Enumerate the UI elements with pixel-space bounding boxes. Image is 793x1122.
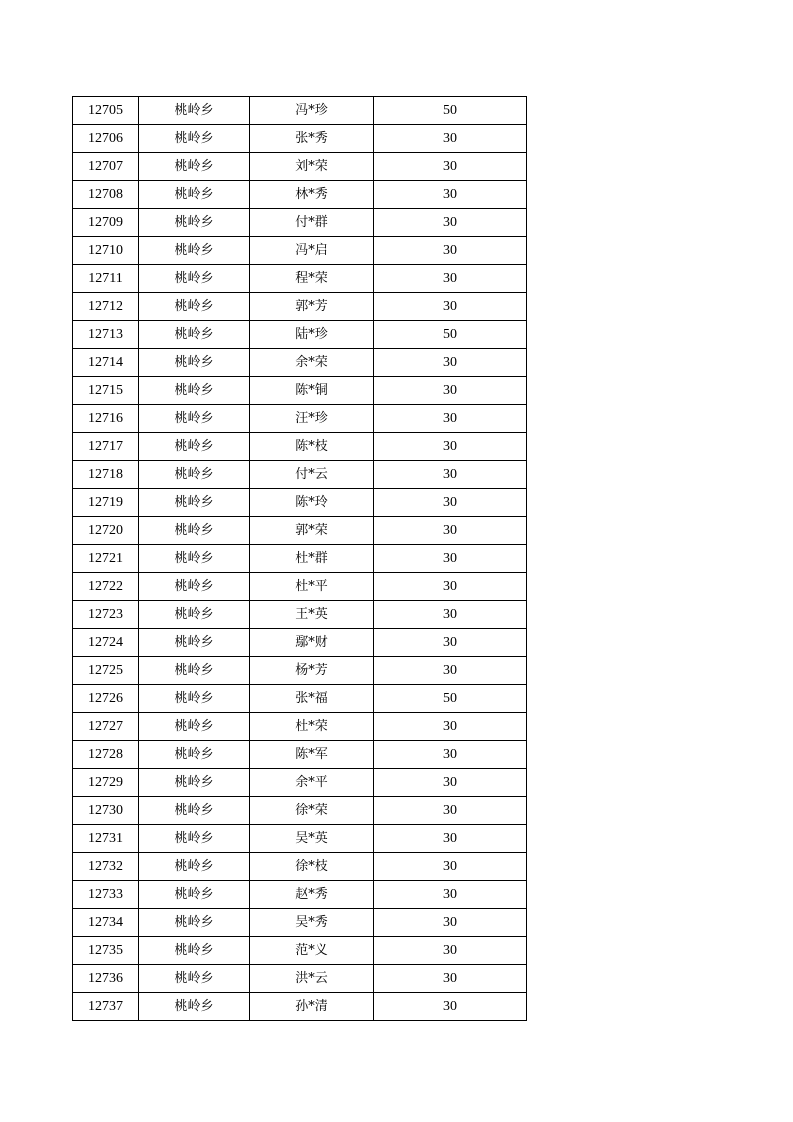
row-id-cell: 12720	[73, 517, 139, 545]
table-row	[73, 657, 527, 685]
person-name-cell: 杜*平	[250, 573, 374, 601]
person-name-cell: 孙*清	[250, 993, 374, 1021]
amount-cell: 30	[374, 713, 527, 741]
person-name-cell: 陆*珍	[250, 321, 374, 349]
township-cell: 桃岭乡	[139, 433, 250, 461]
person-name-cell: 鄢*财	[250, 629, 374, 657]
township-cell: 桃岭乡	[139, 461, 250, 489]
township-cell: 桃岭乡	[139, 181, 250, 209]
amount-cell: 30	[374, 209, 527, 237]
township-cell: 桃岭乡	[139, 797, 250, 825]
person-name-cell: 吴*秀	[250, 909, 374, 937]
township-cell: 桃岭乡	[139, 125, 250, 153]
person-name-cell: 洪*云	[250, 965, 374, 993]
amount-cell: 30	[374, 965, 527, 993]
row-id-cell: 12723	[73, 601, 139, 629]
table-row	[73, 545, 527, 573]
data-table	[72, 96, 527, 1021]
township-cell: 桃岭乡	[139, 993, 250, 1021]
amount-cell: 30	[374, 153, 527, 181]
row-id-cell: 12707	[73, 153, 139, 181]
row-id-cell: 12727	[73, 713, 139, 741]
table-row	[73, 629, 527, 657]
township-cell: 桃岭乡	[139, 741, 250, 769]
table-row	[73, 293, 527, 321]
amount-cell: 50	[374, 685, 527, 713]
row-id-cell: 12733	[73, 881, 139, 909]
township-cell: 桃岭乡	[139, 349, 250, 377]
township-cell: 桃岭乡	[139, 377, 250, 405]
person-name-cell: 林*秀	[250, 181, 374, 209]
row-id-cell: 12736	[73, 965, 139, 993]
amount-cell: 50	[374, 97, 527, 125]
table-body	[73, 97, 527, 1021]
amount-cell: 30	[374, 797, 527, 825]
amount-cell: 30	[374, 517, 527, 545]
amount-cell: 30	[374, 377, 527, 405]
person-name-cell: 张*福	[250, 685, 374, 713]
person-name-cell: 刘*荣	[250, 153, 374, 181]
table-row	[73, 377, 527, 405]
amount-cell: 30	[374, 125, 527, 153]
township-cell: 桃岭乡	[139, 601, 250, 629]
row-id-cell: 12724	[73, 629, 139, 657]
row-id-cell: 12718	[73, 461, 139, 489]
person-name-cell: 王*英	[250, 601, 374, 629]
table-row	[73, 405, 527, 433]
row-id-cell: 12716	[73, 405, 139, 433]
table-row	[73, 125, 527, 153]
amount-cell: 30	[374, 993, 527, 1021]
row-id-cell: 12732	[73, 853, 139, 881]
table-row	[73, 685, 527, 713]
township-cell: 桃岭乡	[139, 405, 250, 433]
person-name-cell: 余*平	[250, 769, 374, 797]
amount-cell: 30	[374, 573, 527, 601]
township-cell: 桃岭乡	[139, 153, 250, 181]
table-row	[73, 601, 527, 629]
row-id-cell: 12719	[73, 489, 139, 517]
row-id-cell: 12729	[73, 769, 139, 797]
amount-cell: 30	[374, 881, 527, 909]
person-name-cell: 杜*群	[250, 545, 374, 573]
township-cell: 桃岭乡	[139, 97, 250, 125]
amount-cell: 30	[374, 629, 527, 657]
person-name-cell: 张*秀	[250, 125, 374, 153]
person-name-cell: 郭*芳	[250, 293, 374, 321]
row-id-cell: 12710	[73, 237, 139, 265]
table-row	[73, 321, 527, 349]
person-name-cell: 杜*荣	[250, 713, 374, 741]
row-id-cell: 12726	[73, 685, 139, 713]
amount-cell: 30	[374, 461, 527, 489]
township-cell: 桃岭乡	[139, 489, 250, 517]
table-row	[73, 573, 527, 601]
amount-cell: 30	[374, 405, 527, 433]
table-row	[73, 713, 527, 741]
person-name-cell: 陈*军	[250, 741, 374, 769]
amount-cell: 30	[374, 825, 527, 853]
table-row	[73, 153, 527, 181]
amount-cell: 30	[374, 769, 527, 797]
amount-cell: 30	[374, 293, 527, 321]
township-cell: 桃岭乡	[139, 629, 250, 657]
person-name-cell: 徐*荣	[250, 797, 374, 825]
person-name-cell: 余*荣	[250, 349, 374, 377]
table-row	[73, 853, 527, 881]
table-row	[73, 489, 527, 517]
row-id-cell: 12731	[73, 825, 139, 853]
row-id-cell: 12709	[73, 209, 139, 237]
amount-cell: 30	[374, 937, 527, 965]
person-name-cell: 程*荣	[250, 265, 374, 293]
table-row	[73, 237, 527, 265]
row-id-cell: 12706	[73, 125, 139, 153]
table-row	[73, 265, 527, 293]
amount-cell: 30	[374, 181, 527, 209]
person-name-cell: 付*群	[250, 209, 374, 237]
amount-cell: 30	[374, 265, 527, 293]
row-id-cell: 12735	[73, 937, 139, 965]
person-name-cell: 杨*芳	[250, 657, 374, 685]
table-row	[73, 965, 527, 993]
amount-cell: 30	[374, 853, 527, 881]
township-cell: 桃岭乡	[139, 825, 250, 853]
row-id-cell: 12715	[73, 377, 139, 405]
table-row	[73, 825, 527, 853]
row-id-cell: 12730	[73, 797, 139, 825]
row-id-cell: 12717	[73, 433, 139, 461]
person-name-cell: 陈*枝	[250, 433, 374, 461]
township-cell: 桃岭乡	[139, 209, 250, 237]
amount-cell: 30	[374, 237, 527, 265]
person-name-cell: 汪*珍	[250, 405, 374, 433]
table-row	[73, 181, 527, 209]
table-row	[73, 797, 527, 825]
amount-cell: 30	[374, 545, 527, 573]
row-id-cell: 12722	[73, 573, 139, 601]
township-cell: 桃岭乡	[139, 545, 250, 573]
table-row	[73, 97, 527, 125]
township-cell: 桃岭乡	[139, 293, 250, 321]
row-id-cell: 12708	[73, 181, 139, 209]
row-id-cell: 12712	[73, 293, 139, 321]
township-cell: 桃岭乡	[139, 237, 250, 265]
amount-cell: 30	[374, 349, 527, 377]
row-id-cell: 12734	[73, 909, 139, 937]
person-name-cell: 郭*荣	[250, 517, 374, 545]
row-id-cell: 12714	[73, 349, 139, 377]
amount-cell: 30	[374, 657, 527, 685]
table-row	[73, 433, 527, 461]
amount-cell: 30	[374, 433, 527, 461]
person-name-cell: 冯*珍	[250, 97, 374, 125]
table-row	[73, 937, 527, 965]
amount-cell: 30	[374, 741, 527, 769]
amount-cell: 30	[374, 489, 527, 517]
row-id-cell: 12725	[73, 657, 139, 685]
person-name-cell: 范*义	[250, 937, 374, 965]
township-cell: 桃岭乡	[139, 685, 250, 713]
township-cell: 桃岭乡	[139, 769, 250, 797]
table-row	[73, 909, 527, 937]
person-name-cell: 冯*启	[250, 237, 374, 265]
row-id-cell: 12711	[73, 265, 139, 293]
person-name-cell: 陈*铜	[250, 377, 374, 405]
table-row	[73, 881, 527, 909]
row-id-cell: 12721	[73, 545, 139, 573]
amount-cell: 50	[374, 321, 527, 349]
row-id-cell: 12705	[73, 97, 139, 125]
township-cell: 桃岭乡	[139, 909, 250, 937]
township-cell: 桃岭乡	[139, 657, 250, 685]
township-cell: 桃岭乡	[139, 853, 250, 881]
amount-cell: 30	[374, 601, 527, 629]
person-name-cell: 陈*玲	[250, 489, 374, 517]
township-cell: 桃岭乡	[139, 573, 250, 601]
table-row	[73, 349, 527, 377]
table-row	[73, 993, 527, 1021]
row-id-cell: 12713	[73, 321, 139, 349]
row-id-cell: 12737	[73, 993, 139, 1021]
township-cell: 桃岭乡	[139, 321, 250, 349]
township-cell: 桃岭乡	[139, 713, 250, 741]
township-cell: 桃岭乡	[139, 881, 250, 909]
township-cell: 桃岭乡	[139, 517, 250, 545]
township-cell: 桃岭乡	[139, 265, 250, 293]
row-id-cell: 12728	[73, 741, 139, 769]
person-name-cell: 吴*英	[250, 825, 374, 853]
person-name-cell: 付*云	[250, 461, 374, 489]
table-row	[73, 461, 527, 489]
person-name-cell: 徐*枝	[250, 853, 374, 881]
table-row	[73, 741, 527, 769]
person-name-cell: 赵*秀	[250, 881, 374, 909]
table-row	[73, 769, 527, 797]
amount-cell: 30	[374, 909, 527, 937]
township-cell: 桃岭乡	[139, 965, 250, 993]
table-row	[73, 517, 527, 545]
table-row	[73, 209, 527, 237]
township-cell: 桃岭乡	[139, 937, 250, 965]
